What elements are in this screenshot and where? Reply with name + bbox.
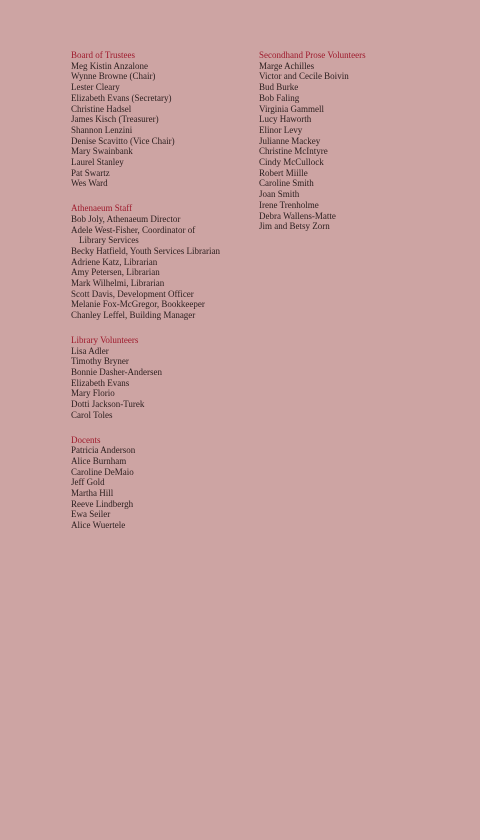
list-item: Cindy McCullock bbox=[259, 157, 324, 168]
name-list bbox=[71, 346, 256, 421]
list-item: Reeve Lindbergh bbox=[71, 498, 134, 509]
list-item: Mark Wilhelmi, Librarian bbox=[71, 278, 165, 289]
list-item: Lisa Adler bbox=[71, 345, 109, 356]
list-item: Laurel Stanley bbox=[71, 157, 124, 168]
list-item: Jim and Betsy Zorn bbox=[259, 221, 330, 232]
list-item: Caroline DeMaio bbox=[71, 466, 134, 477]
list-item: Irene Trenholme bbox=[259, 199, 319, 210]
list-item: Marge Achilles bbox=[259, 60, 315, 71]
section-heading: Docents bbox=[71, 434, 101, 445]
list-item: Jeff Gold bbox=[71, 477, 105, 488]
list-item: Lester Cleary bbox=[71, 82, 120, 93]
name-list bbox=[71, 61, 256, 189]
list-item: Martha Hill bbox=[71, 488, 114, 499]
list-item: James Kisch (Treasurer) bbox=[71, 114, 159, 125]
list-item-continuation: Library Services bbox=[79, 235, 139, 246]
list-item: Virginia Gammell bbox=[259, 103, 325, 114]
list-item: Wes Ward bbox=[71, 178, 108, 189]
library-volunteers-section bbox=[71, 335, 256, 421]
list-item: Dotti Jackson-Turek bbox=[71, 399, 145, 410]
secondhand-prose-volunteers-section bbox=[259, 50, 459, 232]
list-item: Bud Burke bbox=[259, 82, 299, 93]
list-item: Adele West-Fisher, Coordinator of bbox=[71, 224, 196, 235]
list-item: Meg Kistin Anzalone bbox=[71, 60, 148, 71]
name-list bbox=[259, 61, 459, 232]
list-item: Melanie Fox-McGregor, Bookkeeper bbox=[71, 299, 205, 310]
section-heading: Athenaeum Staff bbox=[71, 203, 133, 214]
list-item: Mary Florio bbox=[71, 388, 115, 399]
list-item: Christine McIntyre bbox=[259, 146, 328, 157]
list-item: Shannon Lenzini bbox=[71, 124, 133, 135]
list-item: Elinor Levy bbox=[259, 124, 303, 135]
list-item: Patricia Anderson bbox=[71, 445, 136, 456]
list-item: Bonnie Dasher-Andersen bbox=[71, 366, 163, 377]
list-item: Bob Faling bbox=[259, 92, 300, 103]
list-item: Denise Scavitto (Vice Chair) bbox=[71, 135, 175, 146]
list-item: Victor and Cecile Boivin bbox=[259, 71, 349, 82]
right-column bbox=[259, 50, 459, 246]
list-item: Caroline Smith bbox=[259, 178, 314, 189]
left-column bbox=[71, 50, 256, 545]
list-item: Amy Petersen, Librarian bbox=[71, 267, 160, 278]
list-item: Chanley Leffel, Building Manager bbox=[71, 310, 196, 321]
list-item: Adriene Katz, Librarian bbox=[71, 256, 158, 267]
list-item: Debra Wallens-Matte bbox=[259, 210, 336, 221]
list-item: Scott Davis, Development Officer bbox=[71, 288, 194, 299]
list-item: Alice Wuertele bbox=[71, 520, 126, 531]
list-item: Becky Hatfield, Youth Services Librarian bbox=[71, 245, 220, 256]
list-item: Alice Burnham bbox=[71, 455, 127, 466]
list-item: Ewa Seiler bbox=[71, 509, 111, 520]
section-heading: Secondhand Prose Volunteers bbox=[259, 50, 366, 60]
list-item: Robert Miille bbox=[259, 167, 308, 178]
list-item: Pat Swartz bbox=[71, 167, 110, 178]
docents-section bbox=[71, 435, 256, 531]
list-item: Christine Hadsel bbox=[71, 103, 132, 114]
list-item: Julianne Mackey bbox=[259, 135, 321, 146]
list-item: Lucy Haworth bbox=[259, 114, 312, 125]
name-list bbox=[71, 445, 256, 531]
list-item: Elizabeth Evans bbox=[71, 377, 130, 388]
list-item: Timothy Bryner bbox=[71, 356, 129, 367]
list-item: Wynne Browne (Chair) bbox=[71, 71, 156, 82]
list-item: Carol Toles bbox=[71, 409, 113, 420]
section-heading: Library Volunteers bbox=[71, 334, 139, 345]
section-heading: Board of Trustees bbox=[71, 50, 136, 60]
list-item: Bob Joly, Athenaeum Director bbox=[71, 213, 181, 224]
list-item: Mary Swainbank bbox=[71, 146, 133, 157]
athenaeum-staff-section bbox=[71, 203, 256, 321]
name-list bbox=[71, 214, 256, 321]
list-item: Joan Smith bbox=[259, 189, 300, 200]
board-of-trustees-section bbox=[71, 50, 256, 189]
list-item: Elizabeth Evans (Secretary) bbox=[71, 92, 172, 103]
